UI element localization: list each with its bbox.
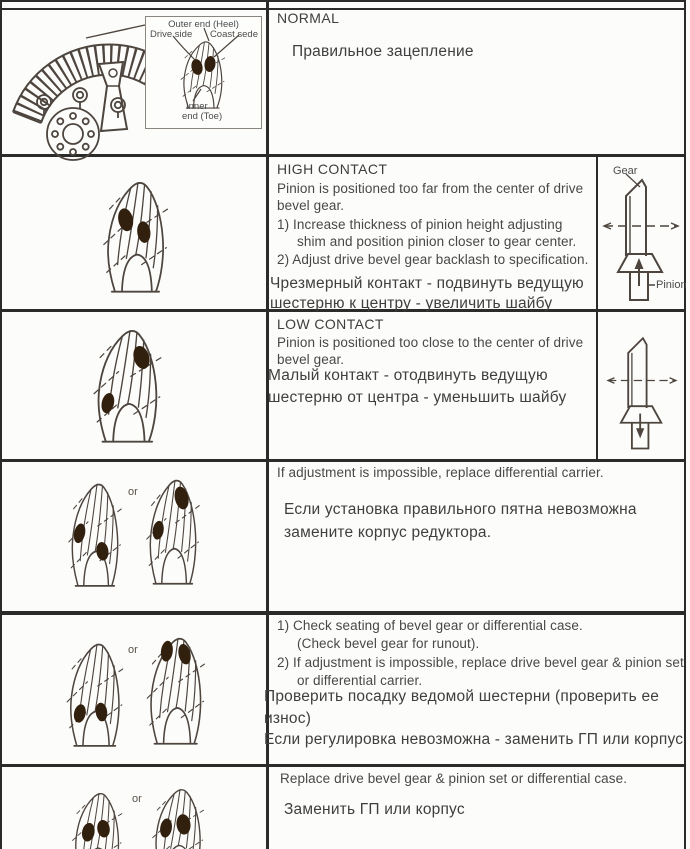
table-border-left [0, 0, 2, 849]
diagram-gear-label: Gear [613, 165, 638, 177]
row-carrier-desc: If adjustment is impossible, replace differential carrier. [277, 465, 604, 480]
row-replace-desc: Replace drive bevel gear & pinion set or differential case. [280, 771, 628, 786]
tooth-terminology-inset [145, 16, 262, 129]
row-high-title: HIGH CONTACT [277, 161, 388, 177]
row-seating-russian-2: износ) [264, 710, 312, 727]
high-contact-pattern [98, 178, 178, 294]
row-seating-step1-line1: 1) Check seating of bevel gear or differential case. [277, 618, 583, 633]
row-seating-step2-line2: or differential carrier. [297, 673, 423, 688]
inset-label-inner-end-1: Inner [186, 101, 208, 112]
row-high-step1-line2: shim and position pinion closer to gear center. [297, 234, 577, 249]
inset-label-inner-end-2: end (Toe) [182, 111, 223, 122]
inset-label-coast-side: Coast sede [209, 29, 258, 40]
carrier-pattern-right [142, 476, 208, 586]
row-seating-or-label: or [128, 644, 138, 656]
row-divider-1 [0, 154, 686, 157]
table-border-top [0, 0, 686, 2]
row-carrier-russian-1: Если установка правильного пятна невозможна [284, 501, 637, 518]
carrier-pattern-left [64, 480, 130, 588]
row-high-russian-1: Чрезмерный контакт - подвинуть ведущую [270, 275, 584, 292]
seating-pattern-left [62, 640, 132, 748]
row-carrier-russian-2: замените корпус редуктора. [284, 524, 492, 541]
row-seating-russian-3: Если регулировка невозможна - заменить ГП или корпус [264, 731, 684, 748]
low-contact-pattern [88, 326, 172, 444]
row-divider-3 [0, 459, 686, 462]
row-seating-step2-line1: 2) If adjustment is impossible, replace drive bevel gear & pinion set [277, 655, 684, 670]
row-seating-step1-line2: (Check bevel gear for runout). [297, 636, 480, 651]
row-low-desc-2: bevel gear. [277, 352, 345, 367]
low-contact-gear-pinion-diagram [600, 318, 684, 454]
replace-pattern-right [148, 786, 212, 849]
row-divider-5 [0, 764, 686, 767]
row-seating-russian-1: Проверить посадку ведомой шестерни (проверить ее [264, 688, 660, 705]
row-high-desc-1: Pinion is positioned too far from the center of drive [277, 181, 584, 196]
row-replace-russian: Заменить ГП или корпус [284, 801, 465, 818]
seating-pattern-right [142, 634, 214, 746]
row-carrier-or-label: or [128, 486, 138, 498]
inset-label-outer-end: Outer end (Heel) [168, 19, 239, 30]
diagram-pinion-label: Pinion [656, 279, 687, 291]
row-high-russian-2: шестерню к центру - увеличить шайбу [270, 295, 553, 312]
row-low-title: LOW CONTACT [277, 316, 384, 332]
row-low-russian-2: шестерню от центра - уменьшить шайбу [268, 389, 567, 406]
row-normal-russian: Правильное зацепление [292, 43, 474, 60]
row-low-desc-1: Pinion is positioned too close to the center of drive [277, 335, 584, 350]
row-high-step1-line1: 1) Increase thickness of pinion height adjusting [277, 217, 563, 232]
row-low-russian-1: Малый контакт - отодвинуть ведущую [268, 367, 548, 384]
row-normal-title: NORMAL [277, 10, 340, 26]
row-replace-or-label: or [132, 793, 142, 805]
row-high-desc-2: bevel gear. [277, 198, 345, 213]
inset-label-drive-side: Drive side [150, 29, 193, 40]
row-divider-4 [0, 611, 686, 615]
row-high-step2: 2) Adjust drive bevel gear backlash to specification. [277, 252, 589, 267]
replace-pattern-left [68, 790, 130, 849]
table-border-sliver [0, 8, 686, 10]
